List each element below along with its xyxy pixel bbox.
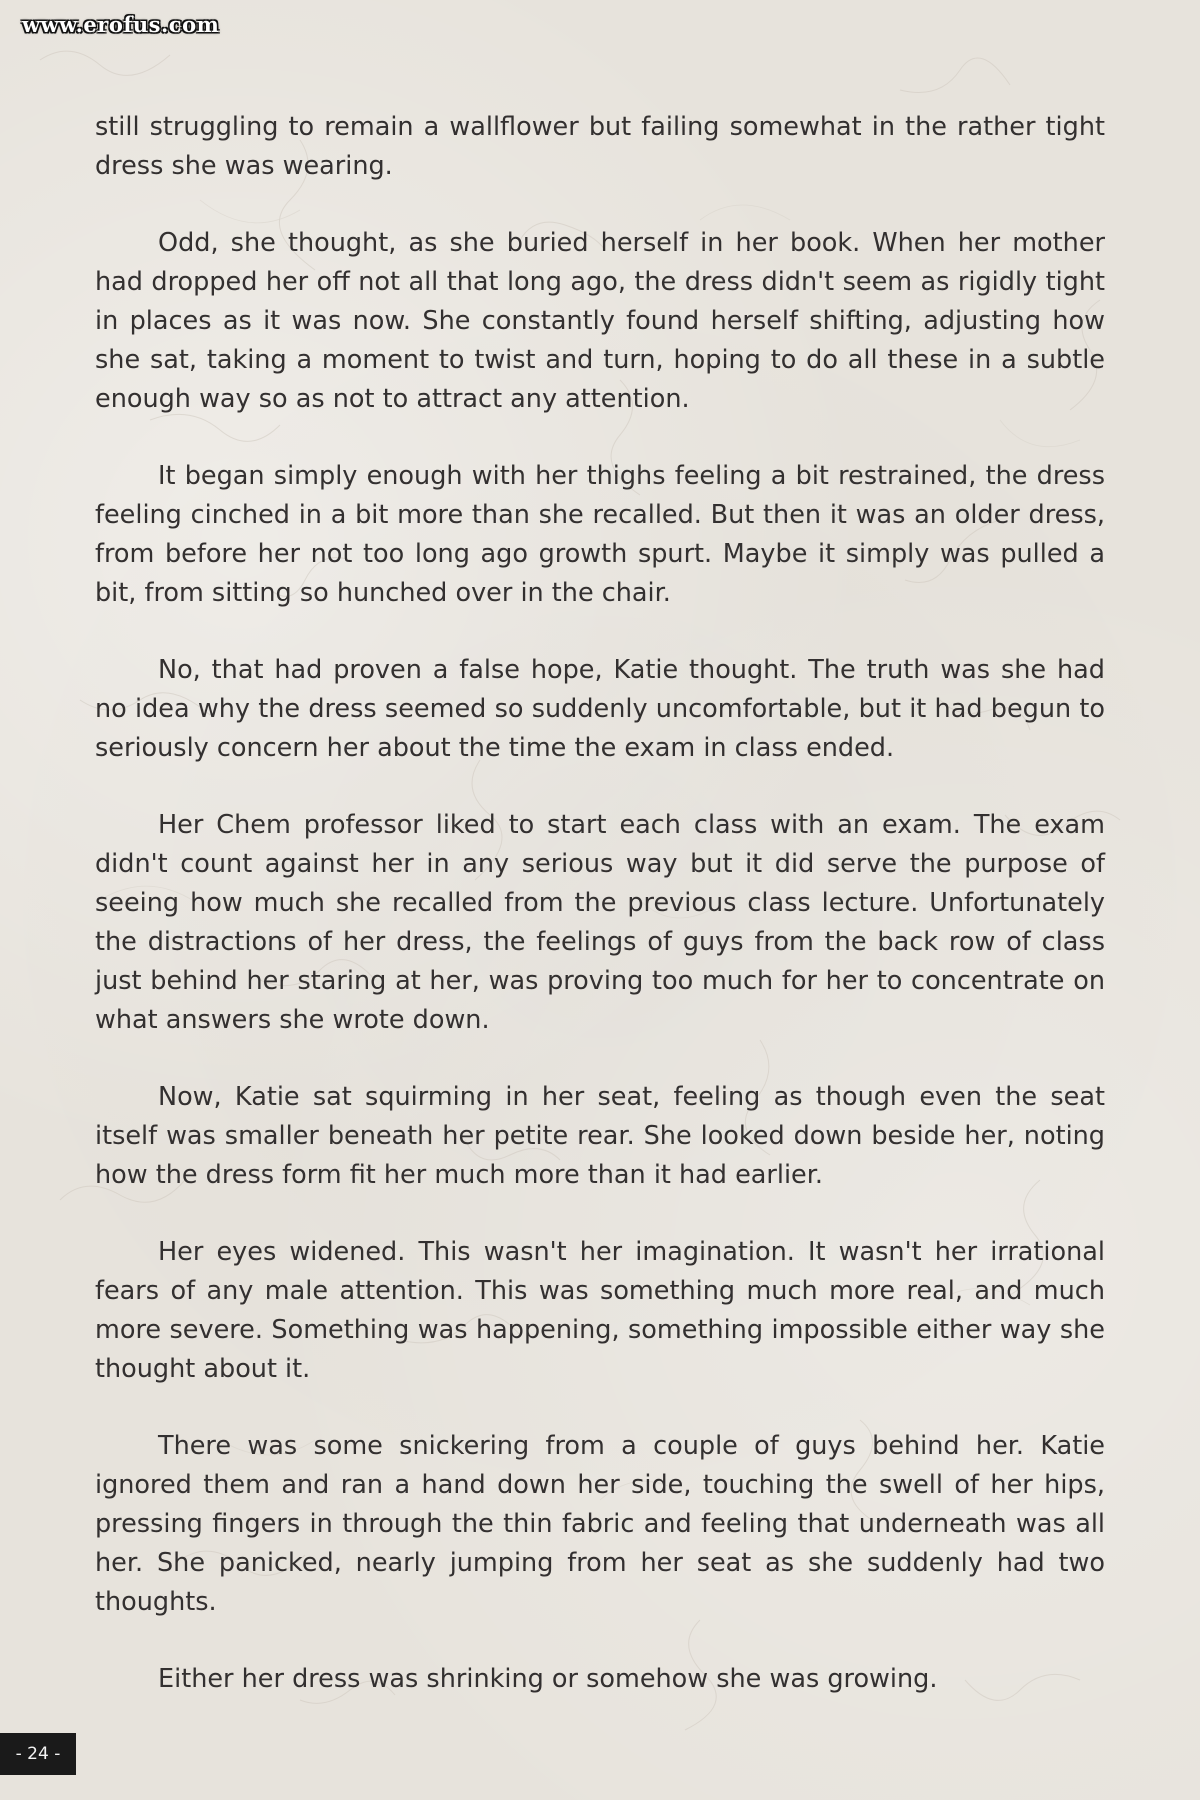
watermark: www.erofus.com — [22, 12, 220, 37]
paragraph: Odd, she thought, as she buried herself in her book. When her mother had dropped her off not all that long ago, the dress didn't seem as rigidly tight in places as it was now. She constantly found herself shifting, adjusting how she sat, taking a moment to twist and turn, hoping to do all these in a subtle enough way so as not to attract any attention. — [95, 228, 1105, 414]
page-text — [95, 108, 1105, 1737]
paragraph: There was some snickering from a couple of guys behind her. Katie ignored them and ran a hand down her side, touching the swell of her hips, pressing fingers in through the thin fabric and feeling that underneath was all her. She panicked, nearly jumping from her seat as she suddenly had two thoughts. — [95, 1431, 1105, 1617]
page-number: - 24 - — [0, 1733, 76, 1775]
paragraph: No, that had proven a false hope, Katie thought. The truth was she had no idea why the dress seemed so suddenly uncomfortable, but it had begun to seriously concern her about the time the exam in class ended. — [95, 655, 1105, 763]
paragraph: still struggling to remain a wallflower but failing somewhat in the rather tight dress she was wearing. — [95, 112, 1105, 181]
paragraph: Now, Katie sat squirming in her seat, feeling as though even the seat itself was smaller beneath her petite rear. She looked down beside her, noting how the dress form fit her much more than it had earlier. — [95, 1082, 1105, 1190]
paragraph: Her Chem professor liked to start each class with an exam. The exam didn't count against her in any serious way but it did serve the purpose of seeing how much she recalled from the previous class lecture. Unfortunately the distractions of her dress, the feelings of guys from the back row of class just behind her staring at her, was proving too much for her to concentrate on what answers she wrote down. — [95, 810, 1105, 1035]
paragraph: Either her dress was shrinking or somehow she was growing. — [158, 1664, 938, 1694]
paragraph: Her eyes widened. This wasn't her imagination. It wasn't her irrational fears of any male attention. This was something much more real, and much more severe. Something was happening, something impossible either way she thought about it. — [95, 1237, 1105, 1384]
paragraph: It began simply enough with her thighs feeling a bit restrained, the dress feeling cinched in a bit more than she recalled. But then it was an older dress, from before her not too long ago growth spurt. Maybe it simply was pulled a bit, from sitting so hunched over in the chair. — [95, 461, 1105, 608]
